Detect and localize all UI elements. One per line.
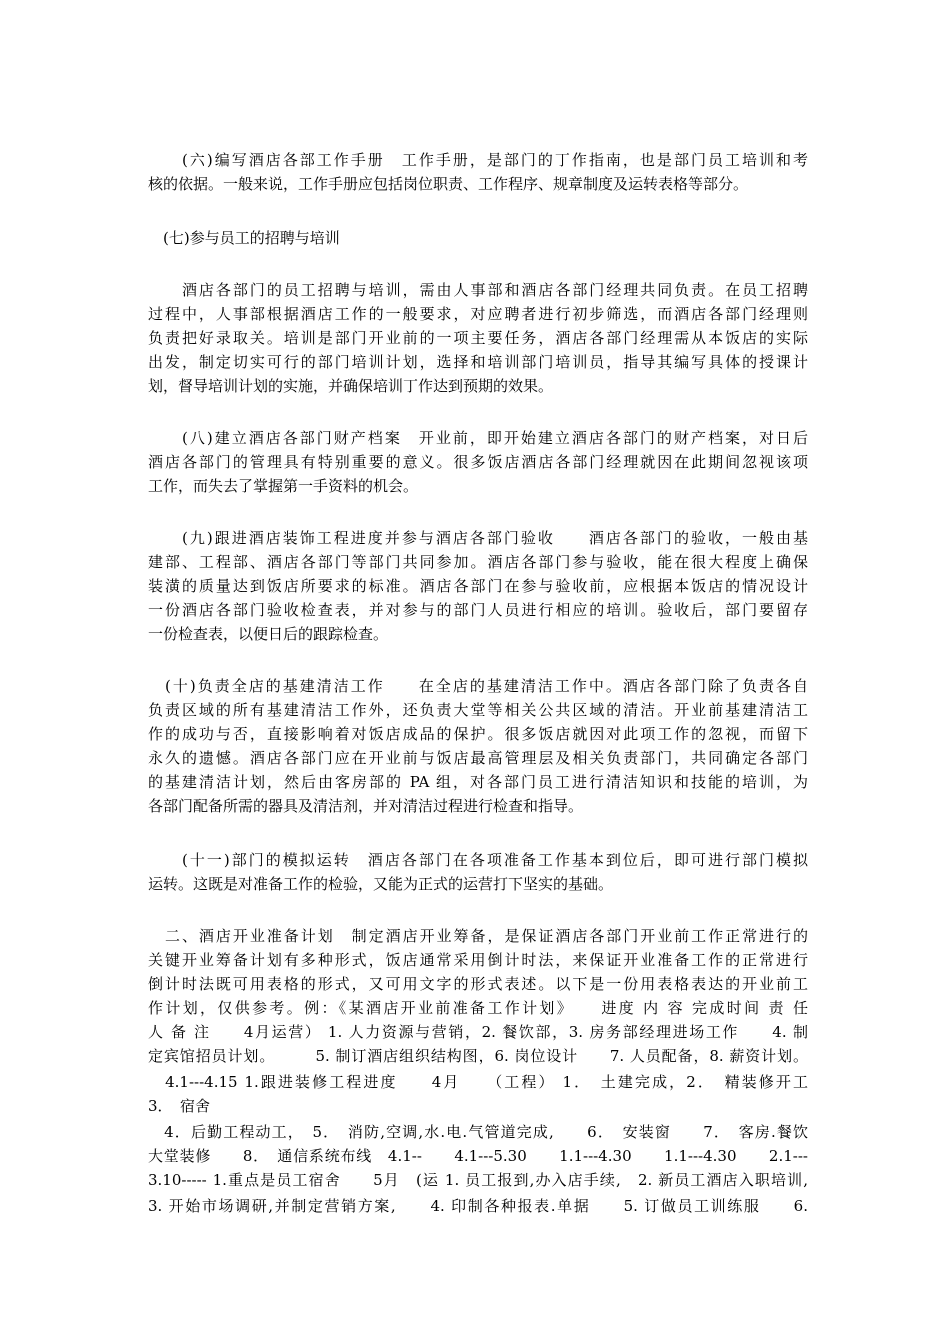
text-line: 一份检查表，以便日后的跟踪检查。 xyxy=(148,625,389,643)
text-line: 过程中，人事部根据酒店工作的一般要求，对应聘者进行初步筛选，而酒店各部门经理则 xyxy=(148,305,808,323)
text-line: (九)跟进酒店装饰工程进度并参与酒店各部门验收 酒店各部门的验收，一般由基 xyxy=(148,529,808,547)
text-line: 划，督导培训计划的实施，并确保培训丁作达到预期的效果。 xyxy=(148,377,554,395)
text-line: 工作，而失去了掌握第一手资料的机会。 xyxy=(148,477,419,495)
text-line: 的基建清洁计划，然后由客房部的 PA 组，对各部门员工进行清洁知识和技能的培训，为 xyxy=(148,773,808,791)
text-line: 定宾馆招员计划。 5. 制订酒店组织结构图，6. 岗位设计 7. 人员配备，8. 薪资计划。 xyxy=(148,1047,808,1065)
section-heading: (七)参与员工的招聘与培训 xyxy=(148,229,340,247)
text-line: 3. 开始市场调研,并制定营销方案, 4. 印制各种报表.单据 5. 订做员工训练服 6. xyxy=(148,1197,808,1215)
text-line: 装潢的质量达到饭店所要求的标准。酒店各部门在参与验收前，应根据本饭店的情况设计 xyxy=(148,577,808,595)
text-line: 倒计时法既可用表格的形式，又可用文字的形式表述。以下是一份用表格表达的开业前工 xyxy=(148,975,808,993)
text-line: 出发，制定切实可行的部门培训计划，选择和培训部门培训员，指导其编写具体的授课计 xyxy=(148,353,808,371)
text-line: 一份酒店各部门验收检查表，并对参与的部门人员进行相应的培训。验收后，部门要留存 xyxy=(148,601,808,619)
text-line: (十一)部门的模拟运转 酒店各部门在各项准备工作基本到位后，即可进行部门模拟 xyxy=(148,851,808,869)
text-line: 4．后勤工程动工， 5． 消防,空调,水.电.气管道完成, 6． 安装窗 7． 客房.餐饮 xyxy=(148,1123,808,1141)
text-line: (六)编写酒店各部工作手册 工作手册，是部门的丁作指南，也是部门员工培训和考 xyxy=(148,151,808,169)
text-line: 负责区域的所有基建清洁工作外，还负责大堂等相关公共区域的清洁。开业前基建清洁工 xyxy=(148,701,808,719)
text-line: 二、酒店开业准备计划 制定酒店开业筹备，是保证酒店各部门开业前工作正常进行的 xyxy=(148,927,808,945)
text-line: 大堂装修 8． 通信系统布线 4.1-- 4.1---5.30 1.1---4.30 1.1---4.30 2.1--- xyxy=(148,1147,808,1165)
text-line: 作计划，仅供参考。例：《某酒店开业前准备工作计划》 进度 内 容 完成时间 责 任 xyxy=(148,999,808,1017)
text-line: 酒店各部门的员工招聘与培训，需由人事部和酒店各部门经理共同负责。在员工招聘 xyxy=(148,281,808,299)
text-line: 运转。这既是对准备工作的检验，又能为正式的运营打下坚实的基础。 xyxy=(148,875,614,893)
text-line: 人 备 注 4月运营） 1. 人力资源与营销，2. 餐饮部，3. 房务部经理进场工作 4. 制 xyxy=(148,1023,808,1041)
text-line: (八)建立酒店各部门财产档案 开业前，即开始建立酒店各部门的财产档案，对日后 xyxy=(148,429,808,447)
text-line: 建部、工程部、酒店各部门等部门共同参加。酒店各部门参与验收，能在很大程度上确保 xyxy=(148,553,808,571)
text-line: 3.10----- 1.重点是员工宿舍 5月 (运 1. 员工报到,办入店手续, 2. 新员工酒店入职培训, xyxy=(148,1171,808,1189)
text-line: 3． 宿舍 xyxy=(148,1097,211,1115)
text-line: (十)负责全店的基建清洁工作 在全店的基建清洁工作中。酒店各部门除了负责各自 xyxy=(148,677,808,695)
text-line: 核的依据。一般来说，工作手册应包括岗位职责、工作程序、规章制度及运转表格等部分。 xyxy=(148,175,749,193)
text-line: 4.1---4.15 1.跟进装修工程进度 4月 （工程） 1． 土建完成，2． 精装修开工 xyxy=(148,1073,808,1091)
text-line: 酒店各部门的管理具有特别重要的意义。很多饭店酒店各部门经理就因在此期间忽视该项 xyxy=(148,453,808,471)
text-line: 作的成功与否，直接影响着对饭店成品的保护。很多饭店就因对此项工作的忽视，而留下 xyxy=(148,725,808,743)
text-line: 各部门配备所需的器具及清洁剂，并对清洁过程进行检查和指导。 xyxy=(148,797,584,815)
text-line: 永久的遗憾。酒店各部门应在开业前与饭店最高管理层及相关负责部门，共同确定各部门 xyxy=(148,749,808,767)
text-line: 关键开业筹备计划有多种形式，饭店通常采用倒计时法，来保证开业准备工作的正常进行 xyxy=(148,951,808,969)
text-line: 负责把好录取关。培训是部门开业前的一项主要任务，酒店各部门经理需从本饭店的实际 xyxy=(148,329,808,347)
